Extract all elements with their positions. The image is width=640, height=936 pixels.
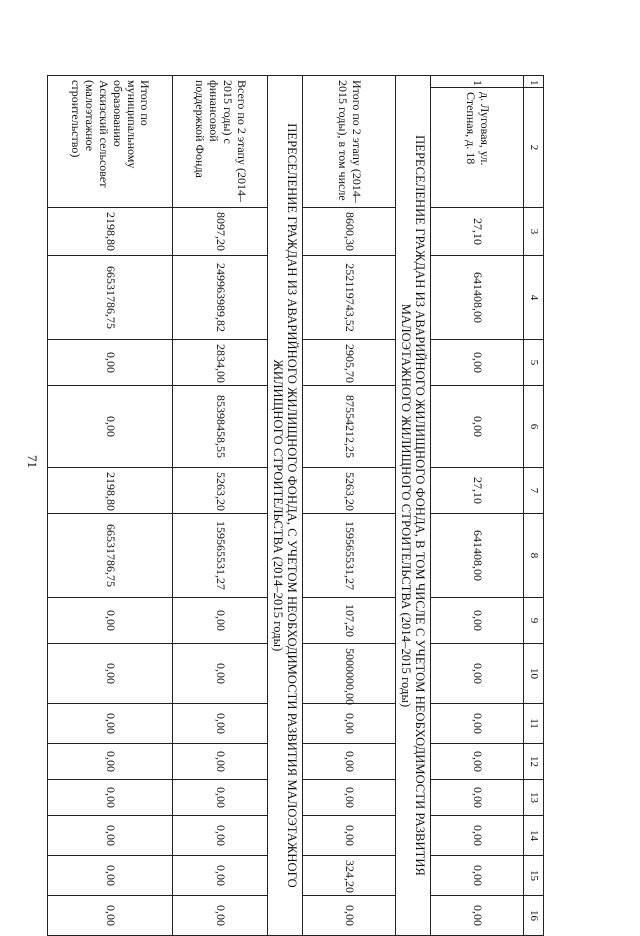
- table-row: [431, 76, 524, 936]
- cell: 0,00: [173, 644, 268, 704]
- cell: 641408,00: [431, 514, 524, 598]
- cell: 252119743,52: [303, 256, 396, 340]
- header-cell: 8: [524, 514, 544, 598]
- section-row: [396, 76, 431, 936]
- cell: 0,00: [48, 340, 173, 386]
- header-cell: 12: [524, 744, 544, 780]
- header-cell: 6: [524, 386, 544, 468]
- cell: 2834,00: [173, 340, 268, 386]
- header-row: [524, 76, 544, 936]
- cell: 0,00: [431, 598, 524, 644]
- cell: 641408,00: [431, 256, 524, 340]
- rotated-table-container: [69, 75, 544, 926]
- row-name: Всего по 2 этапу (2014–2015 годы) с финансовой поддержкой Фонда: [173, 76, 268, 208]
- cell: 0,00: [431, 644, 524, 704]
- section-title: ПЕРЕСЕЛЕНИЕ ГРАЖДАН ИЗ АВАРИЙНОГО ЖИЛИЩНОГО ФОНДА, С УЧЕТОМ НЕОБХОДИМОСТИ РАЗВИТИЯ МАЛОЭТАЖНОГО ЖИЛИЩНОГО СТРОИТЕЛЬСТВА (2014–2015 годы): [268, 76, 303, 936]
- cell: 2905,70: [303, 340, 396, 386]
- header-cell: 5: [524, 340, 544, 386]
- table-row: [303, 76, 396, 936]
- section-row: [268, 76, 303, 936]
- header-cell: 9: [524, 598, 544, 644]
- cell: 0,00: [48, 816, 173, 856]
- cell: 0,00: [431, 386, 524, 468]
- row-name: Итого по муниципальному образованию Аскизский сельсовет (малоэтажное строительство): [48, 76, 173, 208]
- header-cell: 15: [524, 856, 544, 896]
- section-title: ПЕРЕСЕЛЕНИЕ ГРАЖДАН ИЗ АВАРИЙНОГО ЖИЛИЩНОГО ФОНДА, В ТОМ ЧИСЛЕ С УЧЕТОМ НЕОБХОДИМОСТИ РАЗВИТИЯ МАЛОЭТАЖНОГО ЖИЛИЩНОГО СТРОИТЕЛЬСТВА (2014–2015 годы): [396, 76, 431, 936]
- cell: 85398458,55: [173, 386, 268, 468]
- cell: 0,00: [48, 856, 173, 896]
- cell: 0,00: [48, 644, 173, 704]
- cell: 0,00: [173, 816, 268, 856]
- cell: 0,00: [48, 744, 173, 780]
- cell: 0,00: [173, 598, 268, 644]
- cell: 5263,20: [303, 468, 396, 514]
- row-name: д. Луговая, ул. Степная, д. 18: [431, 88, 524, 208]
- cell: 0,00: [431, 744, 524, 780]
- cell: 0,00: [48, 598, 173, 644]
- cell: 2198,80: [48, 208, 173, 256]
- cell: 27,10: [431, 468, 524, 514]
- page-number: 71: [25, 455, 40, 468]
- row-name: Итого по 2 этапу (2014–2015 годы), в том числе: [303, 76, 396, 208]
- cell: 0,00: [48, 896, 173, 936]
- header-cell: 16: [524, 896, 544, 936]
- cell: 159565531,27: [173, 514, 268, 598]
- cell: 0,00: [431, 340, 524, 386]
- cell: 0,00: [303, 744, 396, 780]
- table-row: [173, 76, 268, 936]
- header-cell: 7: [524, 468, 544, 514]
- cell: 66531786,75: [48, 514, 173, 598]
- header-cell: 13: [524, 780, 544, 816]
- cell: 8097,20: [173, 208, 268, 256]
- row-number: 1: [431, 76, 524, 88]
- cell: 0,00: [431, 704, 524, 744]
- cell: 159565531,27: [303, 514, 396, 598]
- cell: 107,20: [303, 598, 396, 644]
- cell: 66531786,75: [48, 256, 173, 340]
- cell: 0,00: [431, 780, 524, 816]
- header-cell: 3: [524, 208, 544, 256]
- cell: 27,10: [431, 208, 524, 256]
- cell: 0,00: [431, 896, 524, 936]
- cell: 87554212,25: [303, 386, 396, 468]
- header-cell: 2: [524, 88, 544, 208]
- header-cell: 4: [524, 256, 544, 340]
- cell: 0,00: [303, 896, 396, 936]
- cell: 0,00: [48, 704, 173, 744]
- cell: 5000000,00: [303, 644, 396, 704]
- table-row: [48, 76, 173, 936]
- cell: 2198,80: [48, 468, 173, 514]
- cell: 0,00: [48, 780, 173, 816]
- cell: 0,00: [173, 744, 268, 780]
- header-cell: 1: [524, 76, 544, 88]
- cell: 0,00: [173, 780, 268, 816]
- cell: 5263,20: [173, 468, 268, 514]
- cell: 0,00: [431, 856, 524, 896]
- header-cell: 10: [524, 644, 544, 704]
- cell: 324,20: [303, 856, 396, 896]
- resettlement-table: [47, 75, 544, 936]
- cell: 0,00: [173, 896, 268, 936]
- cell: 0,00: [303, 704, 396, 744]
- header-cell: 11: [524, 704, 544, 744]
- cell: 0,00: [303, 780, 396, 816]
- cell: 8600,30: [303, 208, 396, 256]
- cell: 0,00: [173, 704, 268, 744]
- cell: 0,00: [431, 816, 524, 856]
- cell: 0,00: [173, 856, 268, 896]
- header-cell: 14: [524, 816, 544, 856]
- cell: 0,00: [48, 386, 173, 468]
- cell: 0,00: [303, 816, 396, 856]
- cell: 249963989,82: [173, 256, 268, 340]
